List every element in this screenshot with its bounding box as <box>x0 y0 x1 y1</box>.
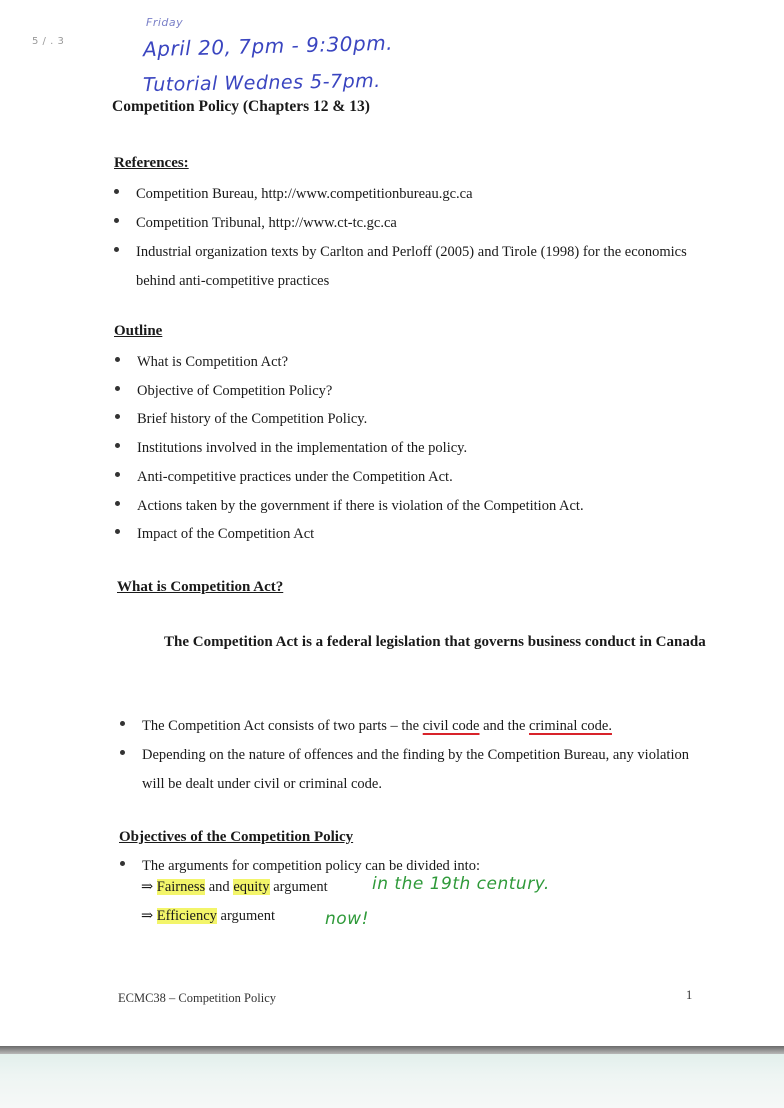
arrow-icon: ⇒ <box>141 879 154 895</box>
handwritten-tutorial-time: Tutorial Wednes 5-7pm. <box>142 69 381 97</box>
references-list <box>112 180 702 296</box>
scan-page-edge <box>0 1046 784 1054</box>
objectives-heading: Objectives of the Competition Policy <box>119 829 354 845</box>
list-item: What is Competition Act? <box>113 348 703 377</box>
text-segment: The Competition Act consists of two parts – the <box>142 718 423 734</box>
efficiency-argument <box>141 908 275 925</box>
text-segment: argument <box>269 879 328 895</box>
text-segment: argument <box>216 908 276 924</box>
competition-act-list <box>118 712 708 799</box>
definition-statement: The Competition Act is a federal legislation that governs business conduct in Canada <box>164 634 706 650</box>
footer-course: ECMC38 – Competition Policy <box>118 991 276 1005</box>
civil-code-underlined: civil code <box>422 718 480 734</box>
handwritten-exam-time: April 20, 7pm - 9:30pm. <box>142 30 394 62</box>
what-is-heading: What is Competition Act? <box>117 579 284 595</box>
fairness-argument <box>141 879 328 896</box>
text-segment: and <box>205 879 234 895</box>
outline-list <box>113 348 703 549</box>
handwritten-day-fragment: Friday <box>146 16 184 29</box>
margin-mark: 5 / . 3 <box>32 36 65 47</box>
scan-background <box>0 1054 784 1108</box>
list-item: Brief history of the Competition Policy. <box>113 405 703 434</box>
references-heading: References: <box>114 155 189 171</box>
highlight-equity: equity <box>233 879 270 895</box>
list-item: The arguments for competition policy can be divided into: <box>118 852 708 881</box>
arrow-icon: ⇒ <box>141 908 154 924</box>
list-item: Competition Tribunal, http://www.ct-tc.gc.ca <box>112 209 702 238</box>
list-item <box>118 712 708 741</box>
list-item: Impact of the Competition Act <box>113 520 703 549</box>
handwritten-century-note: in the 19th century. <box>372 874 550 894</box>
list-item: Competition Bureau, http://www.competitionbureau.gc.ca <box>112 180 702 209</box>
criminal-code-underlined: criminal code. <box>529 718 612 734</box>
list-item: Actions taken by the government if there is violation of the Competition Act. <box>113 492 703 521</box>
page-number: 1 <box>686 988 693 1002</box>
handwritten-now-note: now! <box>325 909 369 929</box>
outline-heading: Outline <box>114 323 163 339</box>
document-title: Competition Policy (Chapters 12 & 13) <box>112 98 370 115</box>
list-item: Institutions involved in the implementation of the policy. <box>113 434 703 463</box>
list-item: Anti-competitive practices under the Competition Act. <box>113 463 703 492</box>
list-item: Industrial organization texts by Carlton and Perloff (2005) and Tirole (1998) for the economics behind anti-competitive practices <box>112 238 702 296</box>
text-segment: and the <box>479 718 530 734</box>
list-item: Depending on the nature of offences and the finding by the Competition Bureau, any violation will be dealt under civil or criminal code. <box>118 741 708 799</box>
list-item: Objective of Competition Policy? <box>113 377 703 406</box>
highlight-fairness: Fairness <box>156 879 206 895</box>
highlight-efficiency: Efficiency <box>156 908 217 924</box>
